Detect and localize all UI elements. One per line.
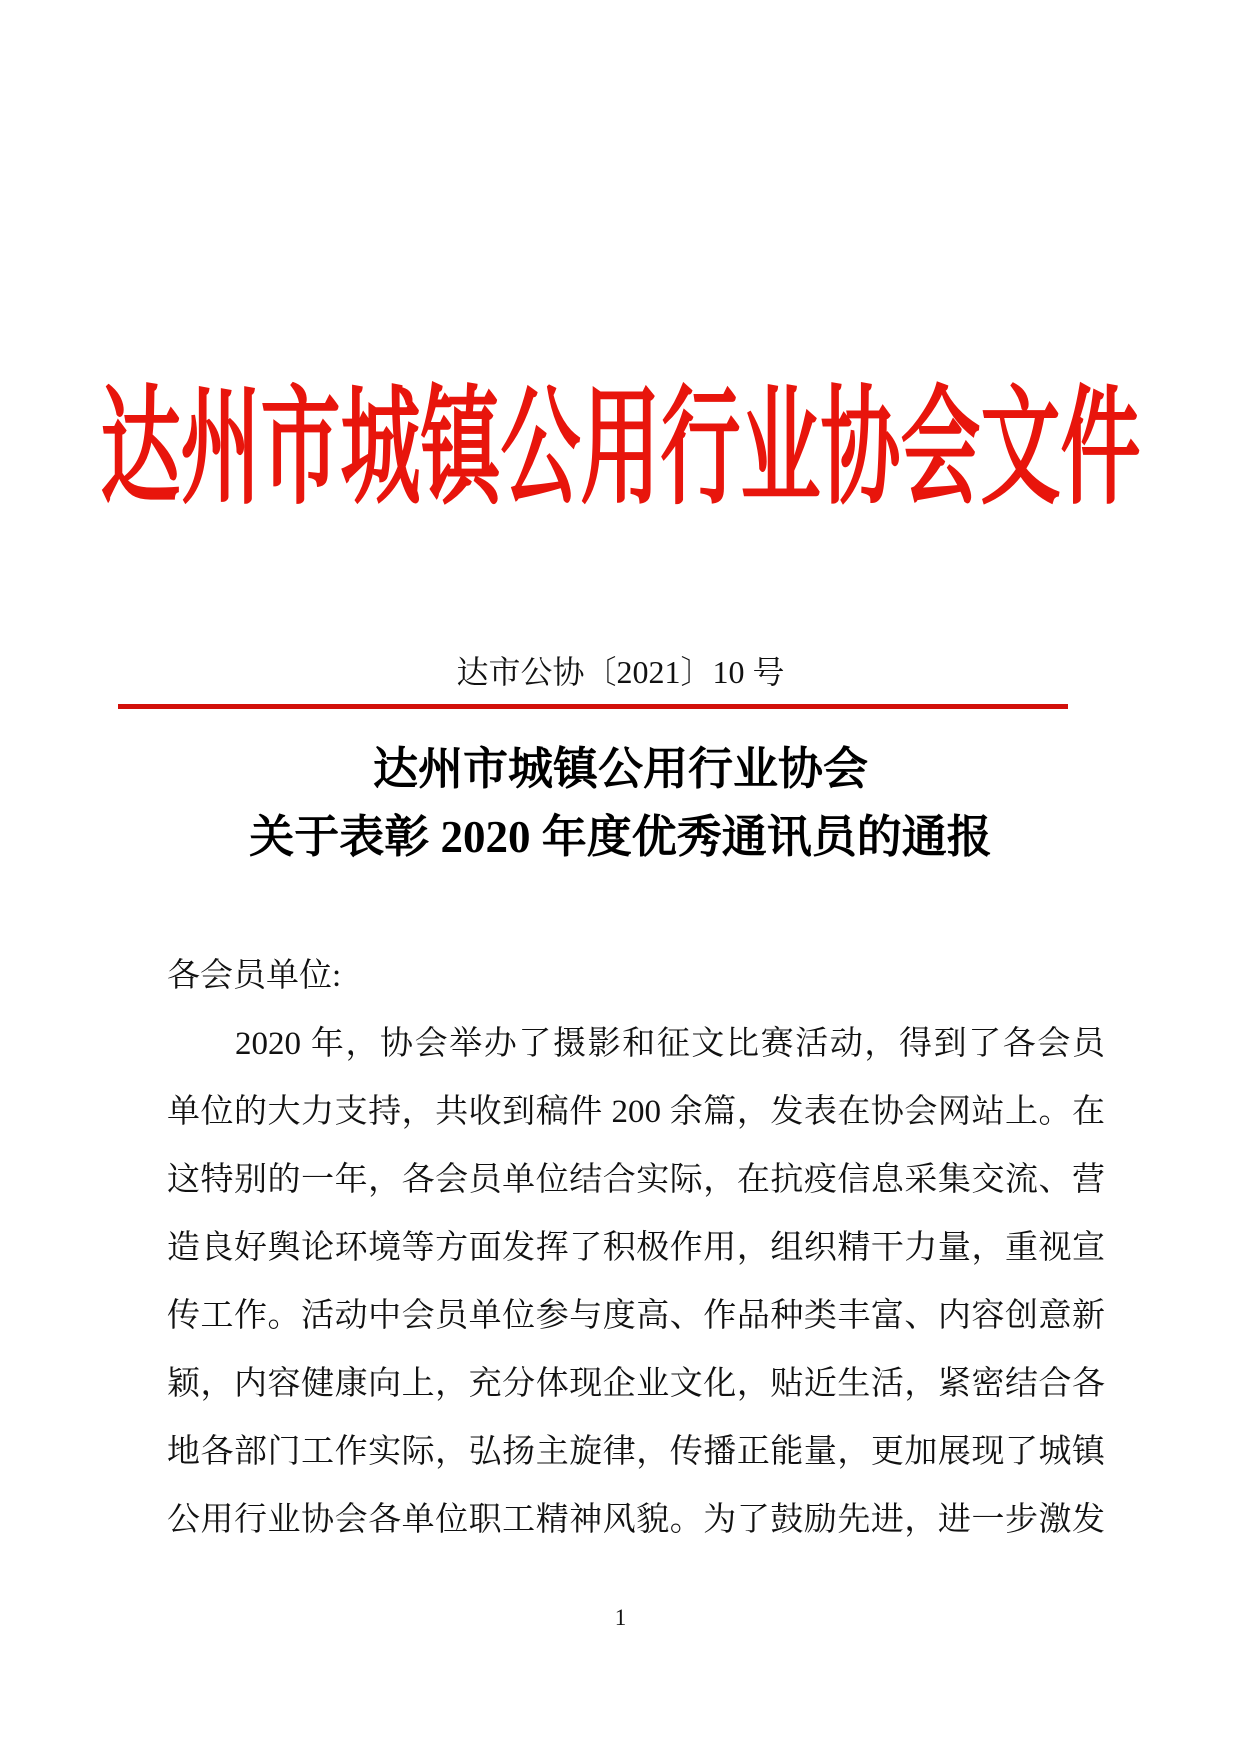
- document-title-line2: 关于表彰 2020 年度优秀通讯员的通报: [249, 812, 992, 862]
- letterhead-divider-rule: [118, 704, 1068, 709]
- paragraph-line: 2020 年，协会举办了摄影和征文比赛活动，得到了各会员: [235, 1026, 1105, 1062]
- paragraph-line: 地各部门工作实际，弘扬主旋律，传播正能量，更加展现了城镇: [167, 1434, 1105, 1470]
- document-number: 达市公协〔2021〕10 号: [456, 654, 785, 690]
- paragraph-line: 颖，内容健康向上，充分体现企业文化，贴近生活，紧密结合各: [167, 1366, 1105, 1402]
- paragraph-line: 单位的大力支持，共收到稿件 200 余篇，发表在协会网站上。在: [167, 1094, 1105, 1130]
- document-title-line1: 达州市城镇公用行业协会: [372, 744, 868, 794]
- letterhead-title: 达州市城镇公用行业协会文件: [100, 379, 1141, 521]
- paragraph-line: 造良好舆论环境等方面发挥了积极作用，组织精干力量，重视宣: [167, 1230, 1105, 1266]
- paragraph-line: 传工作。活动中会员单位参与度高、作品种类丰富、内容创意新: [167, 1298, 1105, 1334]
- paragraph-line: 这特别的一年，各会员单位结合实际，在抗疫信息采集交流、营: [167, 1162, 1105, 1198]
- page-number: 1: [614, 1605, 627, 1630]
- document-body: [167, 942, 1105, 1554]
- salutation-line: 各会员单位:: [167, 958, 342, 994]
- paragraph-line: 公用行业协会各单位职工精神风貌。为了鼓励先进，进一步激发: [167, 1502, 1105, 1538]
